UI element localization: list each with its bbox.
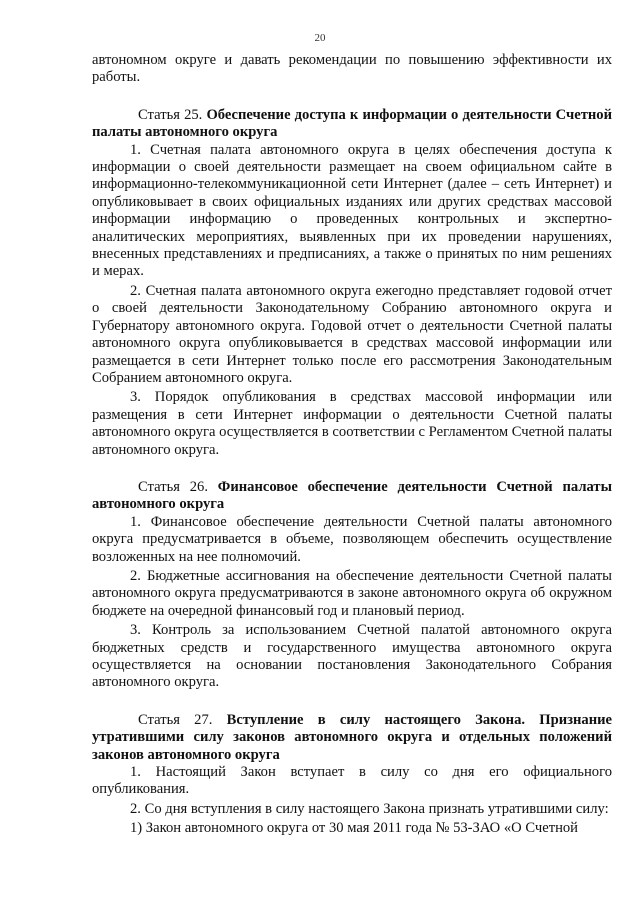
- article-26-heading: [92, 479, 612, 514]
- article-27-paragraph-3: 1) Закон автономного округа от 30 мая 2011 года № 53-ЗАО «О Счетной: [130, 820, 578, 837]
- article-27-title: Вступление в силу настоящего Закона. Признание утратившими силу законов автономного округа и отдельных положений законов автономного округа: [92, 711, 612, 763]
- article-25-paragraph-3: 3. Порядок опубликования в средствах массовой информации или размещения в сети Интернет информации о деятельности Счетной палаты автономного округа осуществляется в соответствии с Регламентом Счетной палаты автономного округа.: [92, 389, 612, 458]
- article-25-paragraph-1: 1. Счетная палата автономного округа в целях обеспечения доступа к информации о своей деятельности размещает на своем официальном сайте в информационно-телекоммуникационной сети Интернет (далее – сеть Интернет) и опубликовывает в своих официальных изданиях или других средствах массовой информации информацию о проведенных контрольных и экспертно-аналитических мероприятиях, выявленных при их проведении нарушениях, внесенных представлениях и предписаниях, а также о принятых по ним решениях и мерах.: [92, 141, 612, 280]
- intro-paragraph: автономном округе и давать рекомендации по повышению эффективности их работы.: [92, 52, 612, 86]
- article-26-paragraph-2: 2. Бюджетные ассигнования на обеспечение деятельности Счетной палаты автономного округа предусматриваются в законе автономного округа об окружном бюджете на очередной финансовый год и плановый период.: [92, 567, 612, 619]
- article-27-label: Статья 27.: [138, 711, 213, 728]
- article-25-heading: [92, 107, 612, 142]
- article-25-paragraph-2: 2. Счетная палата автономного округа ежегодно представляет годовой отчет о своей деятельности Законодательному Собранию автономного округа и Губернатору автономного округа. Годовой отчет о деятельности Счетной палаты автономного округа опубликовывается в средствах массовой информации или размещается в сети Интернет только после его рассмотрения Законодательным Собранием автономного округа.: [92, 282, 612, 386]
- article-26-title: Финансовое обеспечение деятельности Счетной палаты автономного округа: [92, 478, 612, 513]
- article-25-label: Статья 25.: [138, 106, 203, 123]
- article-27-paragraph-2: 2. Со дня вступления в силу настоящего Закона признать утратившими силу:: [130, 800, 609, 817]
- article-26-label: Статья 26.: [138, 478, 208, 495]
- article-27-heading: [92, 712, 612, 764]
- article-27-paragraph-1: 1. Настоящий Закон вступает в силу со дня его официального опубликования.: [92, 764, 612, 798]
- article-25-title: Обеспечение доступа к информации о деятельности Счетной палаты автономного округа: [92, 106, 612, 141]
- document-body: [92, 52, 612, 838]
- article-26-paragraph-1: 1. Финансовое обеспечение деятельности Счетной палаты автономного округа предусматривается в объеме, позволяющем обеспечить осуществление возложенных на нее полномочий.: [92, 513, 612, 565]
- article-26-paragraph-3: 3. Контроль за использованием Счетной палатой автономного округа бюджетных средств и государственного имущества автономного округа осуществляется на основании постановления Законодательного Собрания автономного округа.: [92, 622, 612, 691]
- page-number: 20: [314, 32, 326, 44]
